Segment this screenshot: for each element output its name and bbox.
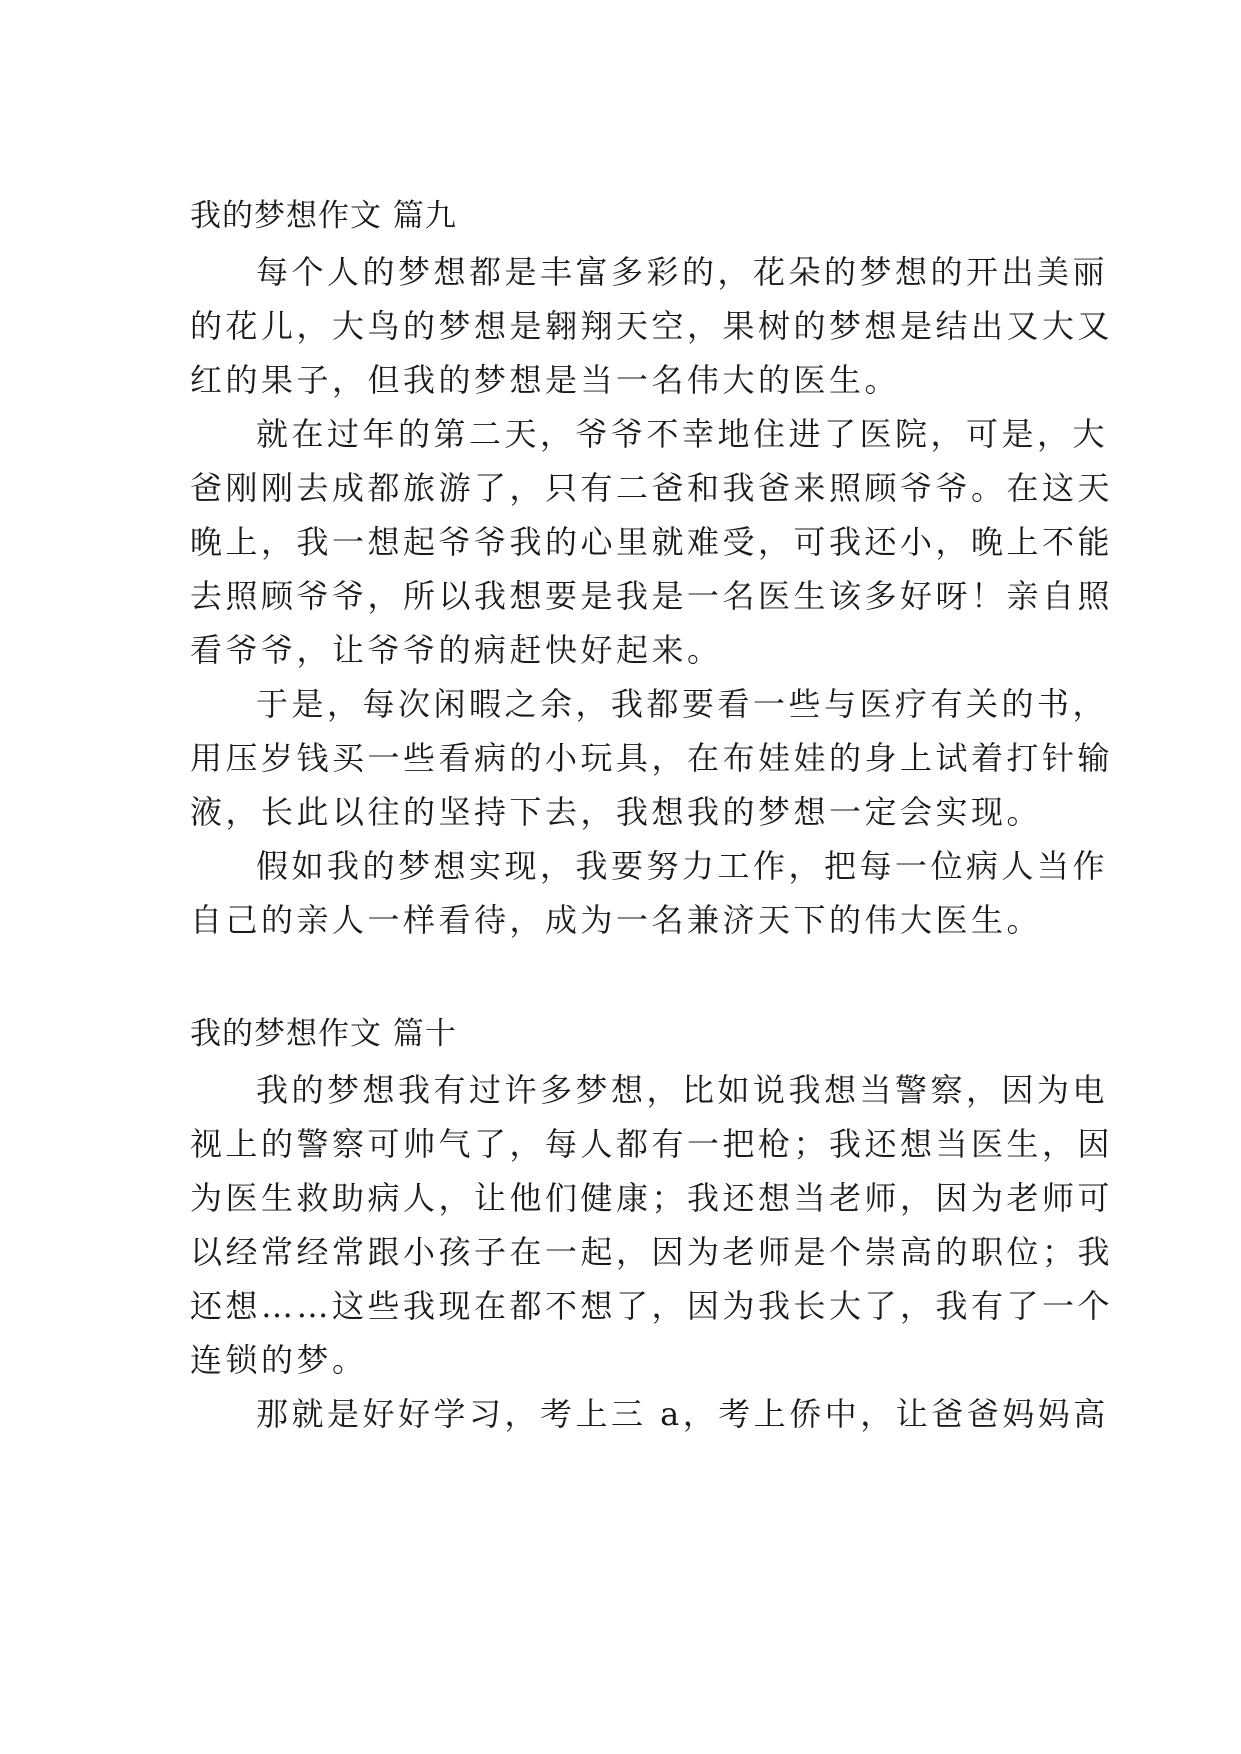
paragraph-line: 液，长此以往的坚持下去，我想我的梦想一定会实现。 — [190, 793, 1043, 831]
paragraph-line: 晚上，我一想起爷爷我的心里就难受，可我还小，晚上不能 — [190, 523, 1114, 561]
paragraph-line: 为医生救助病人，让他们健康；我还想当老师，因为老师可 — [190, 1179, 1114, 1217]
paragraph-line: 的花儿，大鸟的梦想是翱翔天空，果树的梦想是结出又大又 — [190, 307, 1114, 345]
paragraph-line: 我的梦想我有过许多梦想，比如说我想当警察，因为电 — [256, 1071, 1109, 1109]
paragraph-line: 每个人的梦想都是丰富多彩的，花朵的梦想的开出美丽 — [256, 253, 1109, 291]
paragraph-line: 视上的警察可帅气了，每人都有一把枪；我还想当医生，因 — [190, 1125, 1114, 1163]
paragraph-line: 去照顾爷爷，所以我想要是我是一名医生该多好呀！亲自照 — [190, 577, 1114, 615]
paragraph-line: 连锁的梦。 — [190, 1341, 368, 1379]
paragraph-line: 那就是好好学习，考上三 a，考上侨中，让爸爸妈妈高 — [256, 1395, 1109, 1433]
paragraph-line: 就在过年的第二天，爷爷不幸地住进了医院，可是，大 — [256, 415, 1109, 453]
paragraph-line: 红的果子，但我的梦想是当一名伟大的医生。 — [190, 361, 901, 399]
paragraph-line: 自己的亲人一样看待，成为一名兼济天下的伟大医生。 — [190, 901, 1043, 939]
section-title: 我的梦想作文 篇十 — [190, 1016, 457, 1052]
section-title: 我的梦想作文 篇九 — [190, 198, 457, 234]
paragraph-line: 用压岁钱买一些看病的小玩具，在布娃娃的身上试着打针输 — [190, 739, 1114, 777]
paragraph-line: 于是，每次闲暇之余，我都要看一些与医疗有关的书， — [256, 685, 1109, 723]
paragraph-line: 看爷爷，让爷爷的病赶快好起来。 — [190, 631, 723, 669]
paragraph-line: 以经常经常跟小孩子在一起，因为老师是个崇高的职位；我 — [190, 1233, 1114, 1271]
paragraph-line: 爸刚刚去成都旅游了，只有二爸和我爸来照顾爷爷。在这天 — [190, 469, 1114, 507]
paragraph-line: 还想……这些我现在都不想了，因为我长大了，我有了一个 — [190, 1287, 1114, 1325]
paragraph-line: 假如我的梦想实现，我要努力工作，把每一位病人当作 — [256, 847, 1109, 885]
